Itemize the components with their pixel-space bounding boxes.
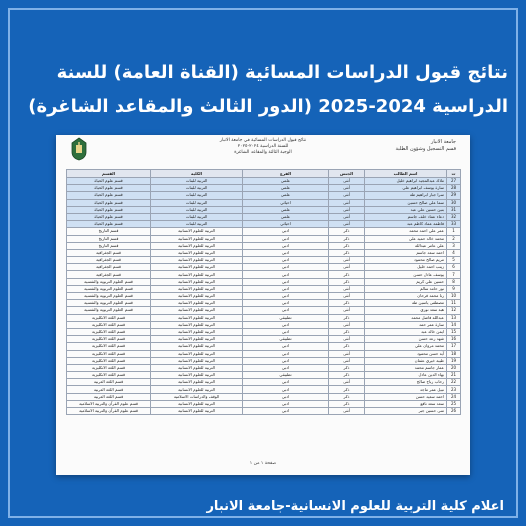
student-name-cell: رنا محمد فرحان bbox=[365, 293, 447, 300]
branch-cell: احيائي bbox=[243, 221, 329, 228]
branch-cell: تطبيقي bbox=[243, 314, 329, 321]
headline-line-2: الدراسية 2024-2025 (الدور الثالث والمقاعد الشاغرة) bbox=[28, 96, 508, 117]
department-cell: قسم اللغة العربية bbox=[67, 379, 151, 386]
student-name-cell: احمد سعد جاسم bbox=[365, 249, 447, 256]
row-number-cell: 22 bbox=[447, 379, 461, 386]
gender-cell: أنثى bbox=[329, 257, 365, 264]
branch-cell: ادبي bbox=[243, 242, 329, 249]
gender-cell: أنثى bbox=[329, 213, 365, 220]
row-number-cell: 9 bbox=[447, 285, 461, 292]
gender-cell: أنثى bbox=[329, 336, 365, 343]
department-cell: قسم العلوم التربوية والنفسية bbox=[67, 278, 151, 285]
headline-line-1: نتائج قبول الدراسات المسائية (القناة العامة) للسنة bbox=[56, 62, 508, 83]
department-cell: قسم التاريخ bbox=[67, 235, 151, 242]
college-cell: التربية للعلوم الانسانية bbox=[151, 343, 243, 350]
department-cell: قسم التاريخ bbox=[67, 242, 151, 249]
row-number-cell: 12 bbox=[447, 307, 461, 314]
branch-cell: ادبي bbox=[243, 257, 329, 264]
department-cell: قسم علوم القرآن والتربية الاسلامية bbox=[67, 408, 151, 415]
row-number-cell: 31 bbox=[447, 206, 461, 213]
gender-cell: ذكر bbox=[329, 364, 365, 371]
table-row bbox=[67, 257, 461, 264]
college-cell: التربية للبنات bbox=[151, 185, 243, 192]
branch-cell: ادبي bbox=[243, 357, 329, 364]
department-cell: قسم التاريخ bbox=[67, 228, 151, 235]
table-row bbox=[67, 192, 461, 199]
gender-cell: أنثى bbox=[329, 185, 365, 192]
department-cell: قسم الجغرافية bbox=[67, 271, 151, 278]
gender-cell: ذكر bbox=[329, 393, 365, 400]
table-row bbox=[67, 364, 461, 371]
issuer-department: قسم التسجيل وشؤون الطلبة bbox=[395, 146, 456, 152]
college-cell: التربية للعلوم الانسانية bbox=[151, 285, 243, 292]
table-row bbox=[67, 336, 461, 343]
department-cell: قسم علوم الحياة bbox=[67, 206, 151, 213]
branch-cell: علمي bbox=[243, 185, 329, 192]
college-cell: التربية للبنات bbox=[151, 199, 243, 206]
gender-cell: ذكر bbox=[329, 249, 365, 256]
department-cell: قسم الجغرافية bbox=[67, 249, 151, 256]
branch-cell: ادبي bbox=[243, 249, 329, 256]
branch-cell: ادبي bbox=[243, 350, 329, 357]
department-cell: قسم اللغة العربية bbox=[67, 386, 151, 393]
gender-cell: أنثى bbox=[329, 379, 365, 386]
row-number-cell: 32 bbox=[447, 213, 461, 220]
student-name-cell: سارة يوسف ابراهيم علي bbox=[365, 185, 447, 192]
student-name-cell: علي عامر عبدالله bbox=[365, 242, 447, 249]
footer-credit: اعلام كلية التربية للعلوم الانسانية-جامعة الانبار bbox=[206, 499, 504, 514]
row-number-cell: 1 bbox=[447, 228, 461, 235]
gender-cell: ذكر bbox=[329, 228, 365, 235]
table-row bbox=[67, 293, 461, 300]
branch-cell: ادبي bbox=[243, 228, 329, 235]
gender-cell: أنثى bbox=[329, 357, 365, 364]
table-row bbox=[67, 307, 461, 314]
branch-cell: ادبي bbox=[243, 278, 329, 285]
department-cell: قسم العلوم التربوية والنفسية bbox=[67, 307, 151, 314]
student-name-cell: منى حسين جبر bbox=[365, 408, 447, 415]
gender-cell: أنثى bbox=[329, 264, 365, 271]
document-title-line-3: الوجبة الثالثة والمقاعد الشاغرة bbox=[234, 150, 292, 155]
college-cell: التربية للعلوم الانسانية bbox=[151, 264, 243, 271]
department-cell: قسم علوم الحياة bbox=[67, 185, 151, 192]
table-row bbox=[67, 206, 461, 213]
student-name-cell: هبة سعد نوري bbox=[365, 307, 447, 314]
table-row bbox=[67, 178, 461, 185]
branch-cell: ادبي bbox=[243, 328, 329, 335]
gender-cell: ذكر bbox=[329, 242, 365, 249]
student-name-cell: محمد خالد حميد علي bbox=[365, 235, 447, 242]
row-number-cell: 10 bbox=[447, 293, 461, 300]
college-cell: التربية للعلوم الانسانية bbox=[151, 257, 243, 264]
department-cell: قسم علوم القرآن والتربية الاسلامية bbox=[67, 400, 151, 407]
student-name-cell: عمار جاسم محمد bbox=[365, 364, 447, 371]
gender-cell: أنثى bbox=[329, 408, 365, 415]
college-cell: التربية للعلوم الانسانية bbox=[151, 300, 243, 307]
college-cell: التربية للعلوم الانسانية bbox=[151, 400, 243, 407]
branch-cell: ادبي bbox=[243, 264, 329, 271]
row-number-cell: 20 bbox=[447, 364, 461, 371]
college-cell: التربية للعلوم الانسانية bbox=[151, 372, 243, 379]
results-document bbox=[56, 135, 470, 475]
column-header: ت bbox=[447, 170, 461, 178]
university-logo-icon bbox=[70, 137, 88, 161]
row-number-cell: 19 bbox=[447, 357, 461, 364]
college-cell: التربية للعلوم الانسانية bbox=[151, 242, 243, 249]
row-number-cell: 27 bbox=[447, 178, 461, 185]
row-number-cell: 3 bbox=[447, 242, 461, 249]
college-cell: التربية للعلوم الانسانية bbox=[151, 271, 243, 278]
gender-cell: ذكر bbox=[329, 400, 365, 407]
department-cell: قسم الجغرافية bbox=[67, 257, 151, 264]
branch-cell: علمي bbox=[243, 213, 329, 220]
college-cell: التربية للعلوم الانسانية bbox=[151, 336, 243, 343]
table-row bbox=[67, 408, 461, 415]
college-cell: التربية للعلوم الانسانية bbox=[151, 293, 243, 300]
table-row bbox=[67, 343, 461, 350]
college-cell: التربية للبنات bbox=[151, 213, 243, 220]
row-number-cell: 15 bbox=[447, 328, 461, 335]
college-cell: التربية للعلوم الانسانية bbox=[151, 235, 243, 242]
headline bbox=[18, 56, 508, 124]
college-cell: التربية للعلوم الانسانية bbox=[151, 328, 243, 335]
college-cell: التربية للبنات bbox=[151, 178, 243, 185]
row-number-cell: 30 bbox=[447, 199, 461, 206]
student-name-cell: عمر علي احمد محمد bbox=[365, 228, 447, 235]
student-name-cell: نبيل عمر ماجد bbox=[365, 386, 447, 393]
student-name-cell: سارة عمر حمد bbox=[365, 321, 447, 328]
table-row bbox=[67, 213, 461, 220]
gender-cell: أنثى bbox=[329, 293, 365, 300]
department-cell: قسم اللغة الانكليزية bbox=[67, 314, 151, 321]
row-number-cell: 7 bbox=[447, 271, 461, 278]
gender-cell: أنثى bbox=[329, 350, 365, 357]
department-cell: قسم اللغة الانكليزية bbox=[67, 343, 151, 350]
table-row bbox=[67, 264, 461, 271]
student-name-cell: طيبة خيري عثمان bbox=[365, 357, 447, 364]
table-row bbox=[67, 235, 461, 242]
college-cell: التربية للعلوم الانسانية bbox=[151, 249, 243, 256]
gender-cell: ذكر bbox=[329, 328, 365, 335]
row-number-cell: 21 bbox=[447, 372, 461, 379]
student-name-cell: شهد رعد حسن bbox=[365, 336, 447, 343]
gender-cell: أنثى bbox=[329, 307, 365, 314]
college-cell: التربية للعلوم الانسانية bbox=[151, 364, 243, 371]
department-cell: قسم علوم الحياة bbox=[67, 199, 151, 206]
column-header: الفرع bbox=[243, 170, 329, 178]
gender-cell: أنثى bbox=[329, 221, 365, 228]
gender-cell: أنثى bbox=[329, 178, 365, 185]
department-cell: قسم علوم الحياة bbox=[67, 221, 151, 228]
row-number-cell: 25 bbox=[447, 400, 461, 407]
column-header: الجنس bbox=[329, 170, 365, 178]
branch-cell: تطبيقي bbox=[243, 372, 329, 379]
table-row bbox=[67, 271, 461, 278]
branch-cell: ادبي bbox=[243, 285, 329, 292]
table-row bbox=[67, 300, 461, 307]
table-row bbox=[67, 400, 461, 407]
gender-cell: أنثى bbox=[329, 206, 365, 213]
table-row bbox=[67, 379, 461, 386]
gender-cell: ذكر bbox=[329, 300, 365, 307]
results-table bbox=[66, 169, 461, 415]
row-number-cell: 18 bbox=[447, 350, 461, 357]
student-name-cell: فاطمة عماد كاظم عبد bbox=[365, 221, 447, 228]
department-cell: قسم الجغرافية bbox=[67, 264, 151, 271]
department-cell: قسم اللغة الانكليزية bbox=[67, 328, 151, 335]
issuer-university: جامعة الانبار bbox=[430, 139, 456, 145]
gender-cell: ذكر bbox=[329, 271, 365, 278]
student-name-cell: آية حسن محمود bbox=[365, 350, 447, 357]
branch-cell: ادبي bbox=[243, 400, 329, 407]
college-cell: التربية للبنات bbox=[151, 206, 243, 213]
student-name-cell: ملاك عبدالمجيد ابراهيم خليل bbox=[365, 178, 447, 185]
gender-cell: ذكر bbox=[329, 235, 365, 242]
college-cell: التربية للعلوم الانسانية bbox=[151, 408, 243, 415]
table-row bbox=[67, 228, 461, 235]
department-cell: قسم اللغة الانكليزية bbox=[67, 336, 151, 343]
table-row bbox=[67, 372, 461, 379]
college-cell: التربية للعلوم الانسانية bbox=[151, 228, 243, 235]
student-name-cell: زينب احمد خليل bbox=[365, 264, 447, 271]
row-number-cell: 5 bbox=[447, 257, 461, 264]
student-name-cell: سرا جبار ابراهيم طه bbox=[365, 192, 447, 199]
branch-cell: تطبيقي bbox=[243, 336, 329, 343]
row-number-cell: 26 bbox=[447, 408, 461, 415]
row-number-cell: 6 bbox=[447, 264, 461, 271]
branch-cell: ادبي bbox=[243, 364, 329, 371]
table-row bbox=[67, 321, 461, 328]
row-number-cell: 29 bbox=[447, 192, 461, 199]
branch-cell: ادبي bbox=[243, 235, 329, 242]
row-number-cell: 17 bbox=[447, 343, 461, 350]
table-row bbox=[67, 314, 461, 321]
gender-cell: أنثى bbox=[329, 321, 365, 328]
college-cell: التربية للبنات bbox=[151, 221, 243, 228]
branch-cell: ادبي bbox=[243, 293, 329, 300]
table-row bbox=[67, 350, 461, 357]
table-row bbox=[67, 249, 461, 256]
document-header bbox=[56, 135, 470, 165]
department-cell: قسم علوم الحياة bbox=[67, 213, 151, 220]
department-cell: قسم العلوم التربوية والنفسية bbox=[67, 300, 151, 307]
gender-cell: ذكر bbox=[329, 278, 365, 285]
student-name-cell: يوسف عادل حسن bbox=[365, 271, 447, 278]
branch-cell: احيائي bbox=[243, 199, 329, 206]
college-cell: التربية للعلوم الانسانية bbox=[151, 379, 243, 386]
gender-cell: أنثى bbox=[329, 199, 365, 206]
column-header: اسم الطالب bbox=[365, 170, 447, 178]
table-row bbox=[67, 328, 461, 335]
branch-cell: ادبي bbox=[243, 300, 329, 307]
table-row bbox=[67, 285, 461, 292]
department-cell: قسم اللغة الانكليزية bbox=[67, 372, 151, 379]
row-number-cell: 23 bbox=[447, 386, 461, 393]
college-cell: الوقف والدراسات الاسلامية bbox=[151, 393, 243, 400]
department-cell: قسم العلوم التربوية والنفسية bbox=[67, 293, 151, 300]
branch-cell: ادبي bbox=[243, 408, 329, 415]
department-cell: قسم اللغة الانكليزية bbox=[67, 350, 151, 357]
student-name-cell: مصطفى ياسين طه bbox=[365, 300, 447, 307]
table-row bbox=[67, 185, 461, 192]
column-header: الكلية bbox=[151, 170, 243, 178]
student-name-cell: مريم صالح محمود bbox=[365, 257, 447, 264]
branch-cell: علمي bbox=[243, 178, 329, 185]
student-name-cell: نور حامد سالم bbox=[365, 285, 447, 292]
gender-cell: ذكر bbox=[329, 343, 365, 350]
gender-cell: أنثى bbox=[329, 192, 365, 199]
department-cell: قسم علوم الحياة bbox=[67, 178, 151, 185]
table-row bbox=[67, 278, 461, 285]
department-cell: قسم اللغة العربية bbox=[67, 393, 151, 400]
row-number-cell: 13 bbox=[447, 314, 461, 321]
branch-cell: علمي bbox=[243, 206, 329, 213]
department-cell: قسم علوم الحياة bbox=[67, 192, 151, 199]
row-number-cell: 33 bbox=[447, 221, 461, 228]
college-cell: التربية للعلوم الانسانية bbox=[151, 321, 243, 328]
gender-cell: ذكر bbox=[329, 372, 365, 379]
college-cell: التربية للبنات bbox=[151, 192, 243, 199]
table-row bbox=[67, 386, 461, 393]
gender-cell: ذكر bbox=[329, 314, 365, 321]
table-row bbox=[67, 242, 461, 249]
student-name-cell: عبدالله فاضل محمد bbox=[365, 314, 447, 321]
student-name-cell: محمد مروان علي bbox=[365, 343, 447, 350]
branch-cell: ادبي bbox=[243, 321, 329, 328]
student-name-cell: رحاب رباح صالح bbox=[365, 379, 447, 386]
row-number-cell: 4 bbox=[447, 249, 461, 256]
student-name-cell: حسين علي كريم bbox=[365, 278, 447, 285]
table-header-row bbox=[67, 170, 461, 178]
column-header: القسم bbox=[67, 170, 151, 178]
college-cell: التربية للعلوم الانسانية bbox=[151, 357, 243, 364]
branch-cell: ادبي bbox=[243, 307, 329, 314]
college-cell: التربية للعلوم الانسانية bbox=[151, 350, 243, 357]
row-number-cell: 8 bbox=[447, 278, 461, 285]
student-name-cell: دعاء عماد خلف جاسم bbox=[365, 213, 447, 220]
student-name-cell: سما علي صالح حسين bbox=[365, 199, 447, 206]
document-title-line-1: نتائج قبول الدراسات المسائية في جامعة الانبار bbox=[219, 138, 307, 143]
student-name-cell: سعد سعد نافع bbox=[365, 400, 447, 407]
row-number-cell: 16 bbox=[447, 336, 461, 343]
row-number-cell: 28 bbox=[447, 185, 461, 192]
department-cell: قسم اللغة الانكليزية bbox=[67, 321, 151, 328]
branch-cell: ادبي bbox=[243, 343, 329, 350]
student-name-cell: بنين حسين علي عبد bbox=[365, 206, 447, 213]
page-number: صفحة ١ من ١ bbox=[249, 461, 277, 466]
gender-cell: أنثى bbox=[329, 285, 365, 292]
table-row bbox=[67, 357, 461, 364]
row-number-cell: 24 bbox=[447, 393, 461, 400]
department-cell: قسم اللغة الانكليزية bbox=[67, 357, 151, 364]
department-cell: قسم اللغة الانكليزية bbox=[67, 364, 151, 371]
college-cell: التربية للعلوم الانسانية bbox=[151, 314, 243, 321]
college-cell: التربية للعلوم الانسانية bbox=[151, 307, 243, 314]
student-name-cell: بهاء الدين عادل bbox=[365, 372, 447, 379]
row-number-cell: 2 bbox=[447, 235, 461, 242]
department-cell: قسم العلوم التربوية والنفسية bbox=[67, 285, 151, 292]
college-cell: التربية للعلوم الانسانية bbox=[151, 278, 243, 285]
gender-cell: ذكر bbox=[329, 386, 365, 393]
document-title bbox=[56, 138, 470, 156]
college-cell: التربية للعلوم الانسانية bbox=[151, 386, 243, 393]
document-title-line-2: للسنة الدراسية ٢٠٢٤-٢٠٢٥ bbox=[237, 144, 289, 149]
branch-cell: ادبي bbox=[243, 386, 329, 393]
table-row bbox=[67, 221, 461, 228]
branch-cell: ادبي bbox=[243, 393, 329, 400]
branch-cell: علمي bbox=[243, 192, 329, 199]
table-row bbox=[67, 393, 461, 400]
student-name-cell: احمد سعيد حسن bbox=[365, 393, 447, 400]
branch-cell: ادبي bbox=[243, 379, 329, 386]
table-row bbox=[67, 199, 461, 206]
branch-cell: ادبي bbox=[243, 271, 329, 278]
row-number-cell: 14 bbox=[447, 321, 461, 328]
row-number-cell: 11 bbox=[447, 300, 461, 307]
student-name-cell: ايمن خالد عبد bbox=[365, 328, 447, 335]
